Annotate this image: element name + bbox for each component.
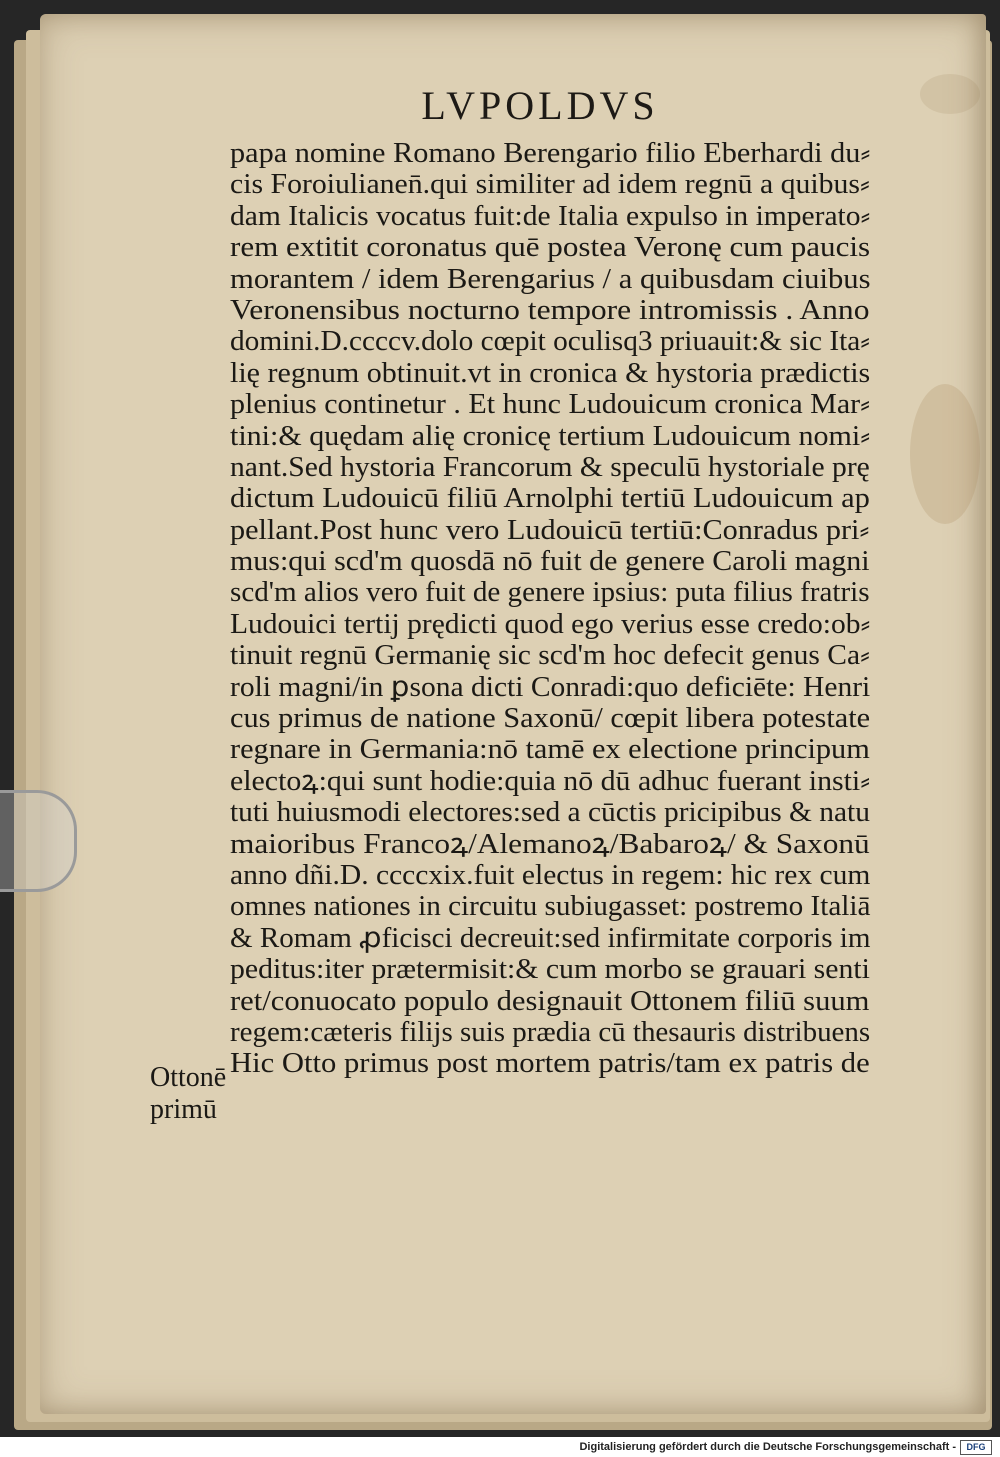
margin-note-line: primū bbox=[150, 1094, 217, 1125]
text-line: lię regnum obtinuit.vt in cronica & hystoria prædictis bbox=[230, 357, 871, 389]
text-line: tini:& quędam alię cronicę tertium Ludouicum nomi⸗ bbox=[230, 420, 871, 452]
text-line: Hic Otto primus post mortem patris/tam ex patris de bbox=[230, 1048, 870, 1080]
text-line: plenius continetur . Et hunc Ludouicum cronica Mar⸗ bbox=[230, 389, 871, 421]
text-line: nant.Sed hystoria Francorum & speculū hystoriale prę bbox=[230, 451, 870, 483]
margin-note-line: Ottonē bbox=[150, 1062, 227, 1093]
text-line: cis Foroiulianen̄.qui similiter ad idem regnū a quibus⸗ bbox=[230, 169, 870, 201]
funding-credit: Digitalisierung gefördert durch die Deutsche Forschungsgemeinschaft - bbox=[579, 1441, 956, 1453]
text-line: papa nomine Romano Berengario filio Eberhardi du⸗ bbox=[230, 138, 871, 169]
text-line: tinuit regnū Germanię sic scd'm hoc defecit genus Ca⸗ bbox=[230, 640, 870, 672]
margin-note bbox=[150, 1062, 240, 1126]
text-line: electoꝝ:qui sunt hodie:quia nō dū adhuc fuerant insti⸗ bbox=[230, 765, 871, 797]
paper-stain bbox=[920, 74, 980, 114]
text-line: roli magni/in ꝑsona dicti Conradi:quo deficiēte: Henri bbox=[230, 671, 871, 703]
dfg-logo: DFG bbox=[960, 1440, 992, 1455]
page-clip bbox=[0, 790, 77, 892]
text-line: pellant.Post hunc vero Ludouicū tertiū:Conradus pri⸗ bbox=[230, 514, 870, 546]
text-line: & Romam ꝓficisci decreuit:sed infirmitate corporis im bbox=[230, 922, 871, 954]
text-line: Ludouici tertij prędicti quod ego verius esse credo:ob⸗ bbox=[230, 608, 871, 640]
running-head: LVPOLDVS bbox=[421, 83, 659, 128]
text-line: Veronensibus nocturno tempore intromissis . Anno bbox=[230, 294, 870, 326]
text-line: peditus:iter prætermisit:& cum morbo se grauari senti bbox=[230, 954, 870, 986]
text-line: tuti huiusmodi electores:sed a cūctis pricipibus & natu bbox=[230, 797, 870, 829]
text-line: rem extitit coronatus quē postea Veronę cum paucis bbox=[230, 232, 871, 264]
text-line: ret/conuocato populo designauit Ottonem filiū suum bbox=[230, 985, 870, 1017]
footer-bar bbox=[0, 1437, 1000, 1457]
text-line: dam Italicis vocatus fuit:de Italia expulso in imperato⸗ bbox=[230, 200, 871, 232]
text-line: mus:qui scd'm quosdā nō fuit de genere Caroli magni bbox=[230, 546, 870, 578]
text-line: regem:cæteris filijs suis prædia cū thesauris distribuens bbox=[230, 1016, 871, 1048]
body-text bbox=[230, 138, 870, 1080]
text-line: omnes nationes in circuitu subiugasset: postremo Italiā bbox=[230, 891, 871, 923]
text-line: scd'm alios vero fuit de genere ipsius: puta filius fratris bbox=[230, 577, 870, 609]
text-line: regnare in Germania:nō tamē ex electione principum bbox=[230, 734, 870, 766]
text-line: domini.D.ccccv.dolo cœpit oculisq3 priuauit:& sic Ita⸗ bbox=[230, 326, 871, 358]
text-line: maioribus Francoꝝ/Alemanoꝝ/Babaroꝝ/ & Saxonū bbox=[230, 828, 870, 860]
text-line: morantem / idem Berengarius / a quibusdam ciuibus bbox=[230, 263, 871, 295]
text-line: anno dñi.D. ccccxix.fuit electus in regem: hic rex cum bbox=[230, 859, 871, 891]
text-line: dictum Ludouicū filiū Arnolphi tertiū Ludouicum ap bbox=[230, 483, 870, 515]
text-line: cus primus de natione Saxonū/ cœpit libera potestate bbox=[230, 703, 871, 735]
